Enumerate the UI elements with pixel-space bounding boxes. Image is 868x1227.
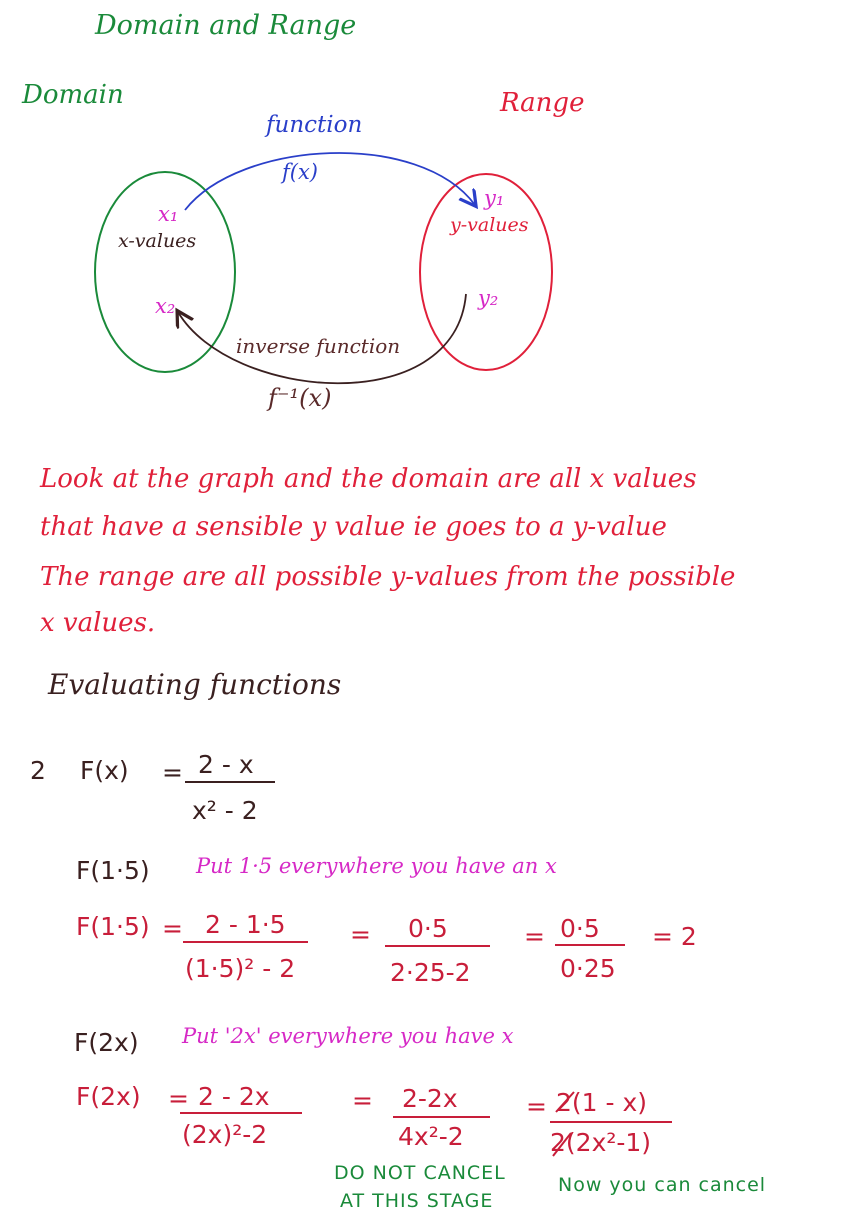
step1-equals-2: = (350, 920, 371, 949)
example-number: 2 (30, 756, 46, 785)
step2-denominator-2: 4x²-2 (398, 1122, 464, 1151)
step2-lhs: F(2x) (76, 1082, 141, 1111)
step1-result: = 2 (652, 922, 697, 951)
step1-denominator-1: (1·5)² - 2 (185, 954, 296, 983)
range-heading: Range (500, 88, 585, 118)
x2-label: x₂ (155, 294, 176, 318)
step1-denominator-2: 2·25-2 (390, 958, 471, 987)
step1-call: F(1·5) (76, 856, 150, 885)
definition-lhs: F(x) (80, 756, 129, 785)
y-values-label: y-values (450, 214, 529, 236)
y1-label: y₁ (484, 186, 505, 210)
warning-line-1: DO NOT CANCEL (334, 1162, 506, 1184)
definition-equals: = (162, 758, 183, 787)
explanation-line-4: x values. (40, 608, 156, 638)
cancel-hint: Now you can cancel (558, 1174, 767, 1196)
step2-equals-2: = (352, 1086, 373, 1115)
definition-denominator: x² - 2 (192, 796, 258, 825)
y2-label: y₂ (478, 286, 499, 310)
step1-numerator-1: 2 - 1·5 (205, 910, 286, 939)
step2-call: F(2x) (74, 1028, 139, 1057)
function-label: function (266, 112, 363, 138)
domain-heading: Domain (22, 80, 124, 110)
step1-equals: = (162, 914, 183, 943)
x-values-label: x-values (118, 230, 197, 252)
page-title: Domain and Range (95, 10, 357, 41)
step2-denominator-3: 2(2x²-1) (550, 1128, 652, 1157)
explanation-line-1: Look at the graph and the domain are all x values (40, 464, 697, 494)
step1-denominator-3: 0·25 (560, 954, 616, 983)
step1-numerator-2: 0·5 (408, 914, 448, 943)
function-arrow (185, 153, 475, 210)
definition-numerator: 2 - x (198, 750, 254, 779)
step2-denominator-1: (2x)²-2 (182, 1120, 268, 1149)
x1-label: x₁ (158, 202, 179, 226)
step2-numerator-2: 2-2x (402, 1084, 458, 1113)
step1-lhs: F(1·5) (76, 912, 150, 941)
step2-numerator-1: 2 - 2x (198, 1082, 270, 1111)
step2-instruction: Put '2x' everywhere you have x (182, 1024, 514, 1048)
step1-instruction: Put 1·5 everywhere you have an x (196, 854, 557, 878)
section-heading: Evaluating functions (48, 668, 342, 701)
explanation-line-3: The range are all possible y-values from the possible (40, 562, 736, 592)
inverse-notation: f⁻¹(x) (268, 384, 332, 412)
explanation-line-2: that have a sensible y value ie goes to a y-value (40, 512, 667, 542)
function-notation: f(x) (282, 160, 319, 184)
step2-numerator-3: 2(1 - x) (556, 1088, 648, 1117)
step2-equals: = (168, 1084, 189, 1113)
step1-numerator-3: 0·5 (560, 914, 600, 943)
warning-line-2: AT THIS STAGE (340, 1190, 494, 1212)
step2-equals-3: = (526, 1092, 547, 1121)
step1-equals-3: = (524, 922, 545, 951)
inverse-function-label: inverse function (236, 334, 401, 358)
